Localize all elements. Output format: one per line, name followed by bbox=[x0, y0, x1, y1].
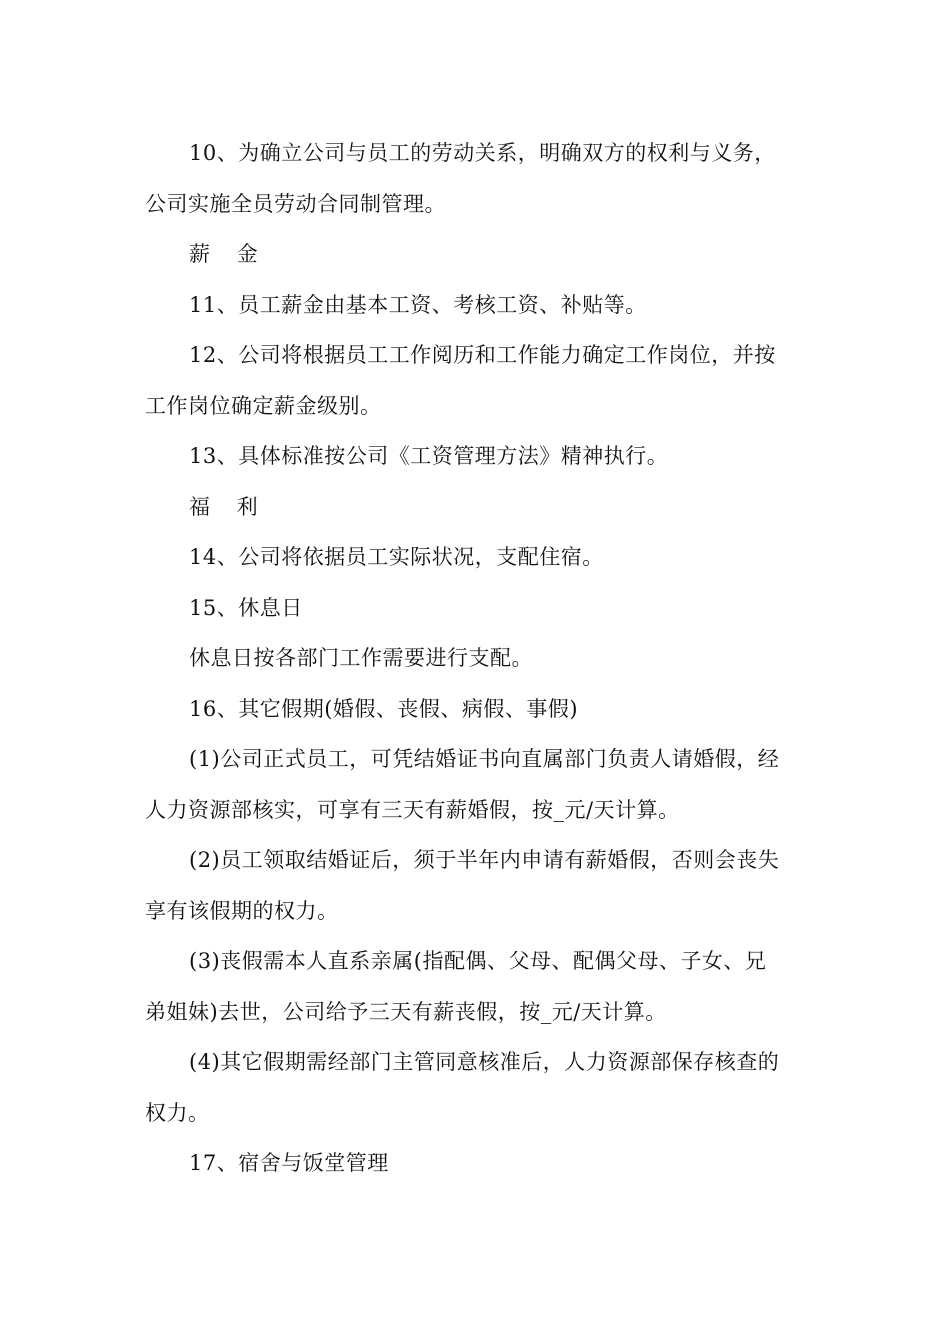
paragraph-line: 16、其它假期(婚假、丧假、病假、事假) bbox=[189, 696, 579, 721]
paragraph-line: (1)公司正式员工，可凭结婚证书向直属部门负责人请婚假，经 bbox=[189, 747, 780, 771]
paragraph-16 bbox=[145, 684, 810, 735]
paragraph-10 bbox=[145, 128, 810, 229]
paragraph-12 bbox=[145, 330, 810, 431]
paragraph-13 bbox=[145, 431, 810, 482]
section-heading-benefits bbox=[145, 482, 810, 533]
section-heading-salary bbox=[145, 229, 810, 280]
paragraph-16-2 bbox=[145, 835, 810, 936]
paragraph-line: 15、休息日 bbox=[189, 595, 303, 620]
paragraph-line: 工作岗位确定薪金级别。 bbox=[145, 393, 382, 418]
paragraph-16-4 bbox=[145, 1037, 810, 1138]
document-body bbox=[145, 128, 810, 1189]
paragraph-line: 人力资源部核实，可享有三天有薪婚假，按_元/天计算。 bbox=[145, 797, 680, 822]
paragraph-15 bbox=[145, 583, 810, 634]
paragraph-line: 17、宿舍与饭堂管理 bbox=[189, 1151, 389, 1175]
paragraph-line: (4)其它假期需经部门主管同意核准后，人力资源部保存核查的 bbox=[189, 1050, 780, 1074]
heading-text: 福 利 bbox=[189, 494, 268, 519]
paragraph-line: 14、公司将依据员工实际状况，支配住宿。 bbox=[189, 545, 604, 569]
paragraph-line: 公司实施全员劳动合同制管理。 bbox=[145, 191, 446, 216]
paragraph-line: 享有该假期的权力。 bbox=[145, 898, 339, 923]
paragraph-line: (2)员工领取结婚证后，须于半年内申请有薪婚假，否则会丧失 bbox=[189, 848, 780, 872]
paragraph-line: 12、公司将根据员工工作阅历和工作能力确定工作岗位，并按 bbox=[189, 343, 776, 367]
paragraph-14 bbox=[145, 532, 810, 583]
paragraph-line: 弟姐妹)去世，公司给予三天有薪丧假，按_元/天计算。 bbox=[145, 999, 667, 1024]
paragraph-line: 休息日按各部门工作需要进行支配。 bbox=[189, 646, 533, 670]
paragraph-16-3 bbox=[145, 936, 810, 1037]
heading-text: 薪 金 bbox=[189, 242, 268, 266]
paragraph-line: 13、具体标准按公司《工资管理方法》精神执行。 bbox=[189, 444, 669, 468]
paragraph-11 bbox=[145, 280, 810, 331]
paragraph-rest-days bbox=[145, 633, 810, 684]
paragraph-17 bbox=[145, 1138, 810, 1189]
paragraph-line: 11、员工薪金由基本工资、考核工资、补贴等。 bbox=[189, 292, 647, 317]
paragraph-line: 10、为确立公司与员工的劳动关系，明确双方的权利与义务， bbox=[189, 141, 776, 165]
paragraph-line: (3)丧假需本人直系亲属(指配偶、父母、配偶父母、子女、兄 bbox=[189, 949, 767, 973]
paragraph-16-1 bbox=[145, 734, 810, 835]
paragraph-line: 权力。 bbox=[145, 1100, 210, 1125]
